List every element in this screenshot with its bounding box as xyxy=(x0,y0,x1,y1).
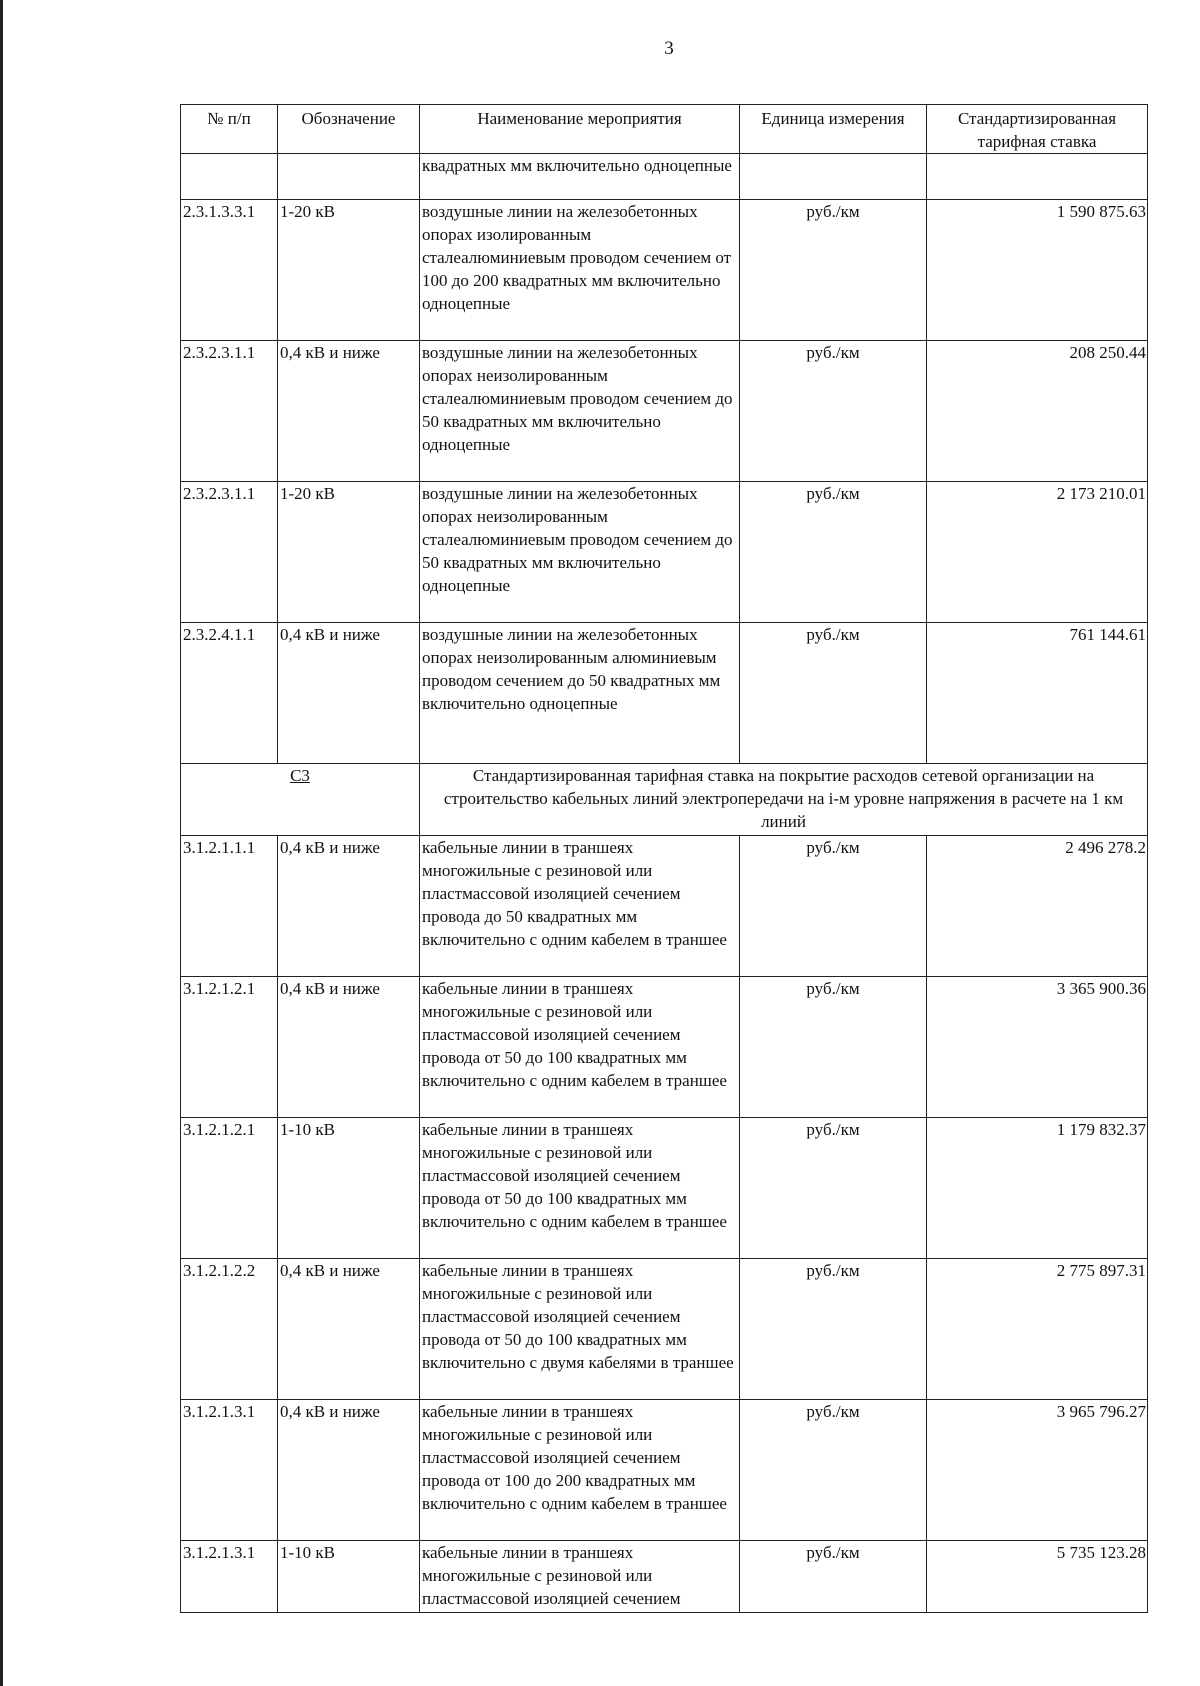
row-number: 3.1.2.1.2.1 xyxy=(181,1118,278,1259)
table-row xyxy=(181,623,1148,764)
row-activity-name: кабельные линии в траншеях многожильные с резиновой или пластмассовой изоляцией сечением провода от 50 до 100 квадратных мм включительно с одним кабелем в траншее xyxy=(420,1118,740,1259)
row-designation: 0,4 кВ и ниже xyxy=(278,1400,420,1541)
page-number: 3 xyxy=(664,38,674,59)
row-unit: руб./км xyxy=(740,836,927,977)
row-designation: 1-10 кВ xyxy=(278,1541,420,1613)
table-row xyxy=(181,1400,1148,1541)
row-tariff-rate: 1 590 875.63 xyxy=(927,200,1148,341)
row-unit: руб./км xyxy=(740,200,927,341)
row-tariff-rate: 3 365 900.36 xyxy=(927,977,1148,1118)
row-activity-name: кабельные линии в траншеях многожильные с резиновой или пластмассовой изоляцией сечением провода от 50 до 100 квадратных мм включительно с двумя кабелями в траншее xyxy=(420,1259,740,1400)
row-unit: руб./км xyxy=(740,1259,927,1400)
row-activity-name: воздушные линии на железобетонных опорах изолированным сталеалюминиевым проводом сечением от 100 до 200 квадратных мм включительно одноцепные xyxy=(420,200,740,341)
row-designation: 0,4 кВ и ниже xyxy=(278,623,420,764)
row-designation: 0,4 кВ и ниже xyxy=(278,977,420,1118)
header-activity-name: Наименование мероприятия xyxy=(420,105,740,154)
row-tariff-rate: 5 735 123.28 xyxy=(927,1541,1148,1613)
row-designation: 1-20 кВ xyxy=(278,482,420,623)
row-number: 2.3.1.3.3.1 xyxy=(181,200,278,341)
row-number: 3.1.2.1.3.1 xyxy=(181,1541,278,1613)
row-designation: 1-20 кВ xyxy=(278,200,420,341)
row-designation: 0,4 кВ и ниже xyxy=(278,341,420,482)
header-number: № п/п xyxy=(181,105,278,154)
row-unit: руб./км xyxy=(740,977,927,1118)
row-tariff-rate: 1 179 832.37 xyxy=(927,1118,1148,1259)
row-designation: 0,4 кВ и ниже xyxy=(278,1259,420,1400)
table-row xyxy=(181,836,1148,977)
row-unit: руб./км xyxy=(740,1400,927,1541)
tariff-table xyxy=(180,104,1148,1613)
row-number xyxy=(181,154,278,200)
row-number: 2.3.2.3.1.1 xyxy=(181,482,278,623)
row-activity-name: воздушные линии на железобетонных опорах неизолированным алюминиевым проводом сечением до 50 квадратных мм включительно одноцепные xyxy=(420,623,740,764)
header-unit: Единица измерения xyxy=(740,105,927,154)
row-tariff-rate: 761 144.61 xyxy=(927,623,1148,764)
row-designation: 0,4 кВ и ниже xyxy=(278,836,420,977)
row-number: 3.1.2.1.1.1 xyxy=(181,836,278,977)
row-activity-name: воздушные линии на железобетонных опорах неизолированным сталеалюминиевым проводом сечением до 50 квадратных мм включительно одноцепные xyxy=(420,482,740,623)
row-unit: руб./км xyxy=(740,1118,927,1259)
row-unit: руб./км xyxy=(740,623,927,764)
page-edge xyxy=(0,0,3,1686)
table-row xyxy=(181,1259,1148,1400)
row-unit: руб./км xyxy=(740,482,927,623)
row-number: 3.1.2.1.2.1 xyxy=(181,977,278,1118)
row-number: 3.1.2.1.2.2 xyxy=(181,1259,278,1400)
table-row xyxy=(181,200,1148,341)
row-tariff-rate: 3 965 796.27 xyxy=(927,1400,1148,1541)
header-designation: Обозначение xyxy=(278,105,420,154)
table-row xyxy=(181,1118,1148,1259)
section-title: Стандартизированная тарифная ставка на покрытие расходов сетевой организации на строительство кабельных линий электропередачи на i-м уровне напряжения в расчете на 1 км линий xyxy=(420,764,1148,836)
row-designation xyxy=(278,154,420,200)
row-unit: руб./км xyxy=(740,341,927,482)
table-header-row xyxy=(181,105,1148,154)
row-activity-name: кабельные линии в траншеях многожильные с резиновой или пластмассовой изоляцией сечением провода от 50 до 100 квадратных мм включительно с одним кабелем в траншее xyxy=(420,977,740,1118)
row-activity-name: квадратных мм включительно одноцепные xyxy=(420,154,740,200)
row-number: 2.3.2.4.1.1 xyxy=(181,623,278,764)
row-unit: руб./км xyxy=(740,1541,927,1613)
row-tariff-rate: 2 775 897.31 xyxy=(927,1259,1148,1400)
row-activity-name: кабельные линии в траншеях многожильные с резиновой или пластмассовой изоляцией сечением провода от 100 до 200 квадратных мм включительно с одним кабелем в траншее xyxy=(420,1400,740,1541)
table-row xyxy=(181,977,1148,1118)
row-designation: 1-10 кВ xyxy=(278,1118,420,1259)
section-code: С3 xyxy=(181,764,420,836)
table-row xyxy=(181,154,1148,200)
table-row xyxy=(181,482,1148,623)
table-row xyxy=(181,341,1148,482)
row-activity-name: кабельные линии в траншеях многожильные с резиновой или пластмассовой изоляцией сечением провода до 50 квадратных мм включительно с одним кабелем в траншее xyxy=(420,836,740,977)
table-row xyxy=(181,1541,1148,1613)
row-tariff-rate: 2 173 210.01 xyxy=(927,482,1148,623)
row-unit xyxy=(740,154,927,200)
row-number: 2.3.2.3.1.1 xyxy=(181,341,278,482)
header-tariff-rate: Стандартизированная тарифная ставка xyxy=(927,105,1148,154)
row-activity-name: кабельные линии в траншеях многожильные с резиновой или пластмассовой изоляцией сечением xyxy=(420,1541,740,1613)
row-number: 3.1.2.1.3.1 xyxy=(181,1400,278,1541)
row-activity-name: воздушные линии на железобетонных опорах неизолированным сталеалюминиевым проводом сечением до 50 квадратных мм включительно одноцепные xyxy=(420,341,740,482)
row-tariff-rate: 2 496 278.2 xyxy=(927,836,1148,977)
row-tariff-rate xyxy=(927,154,1148,200)
section-row xyxy=(181,764,1148,836)
row-tariff-rate: 208 250.44 xyxy=(927,341,1148,482)
